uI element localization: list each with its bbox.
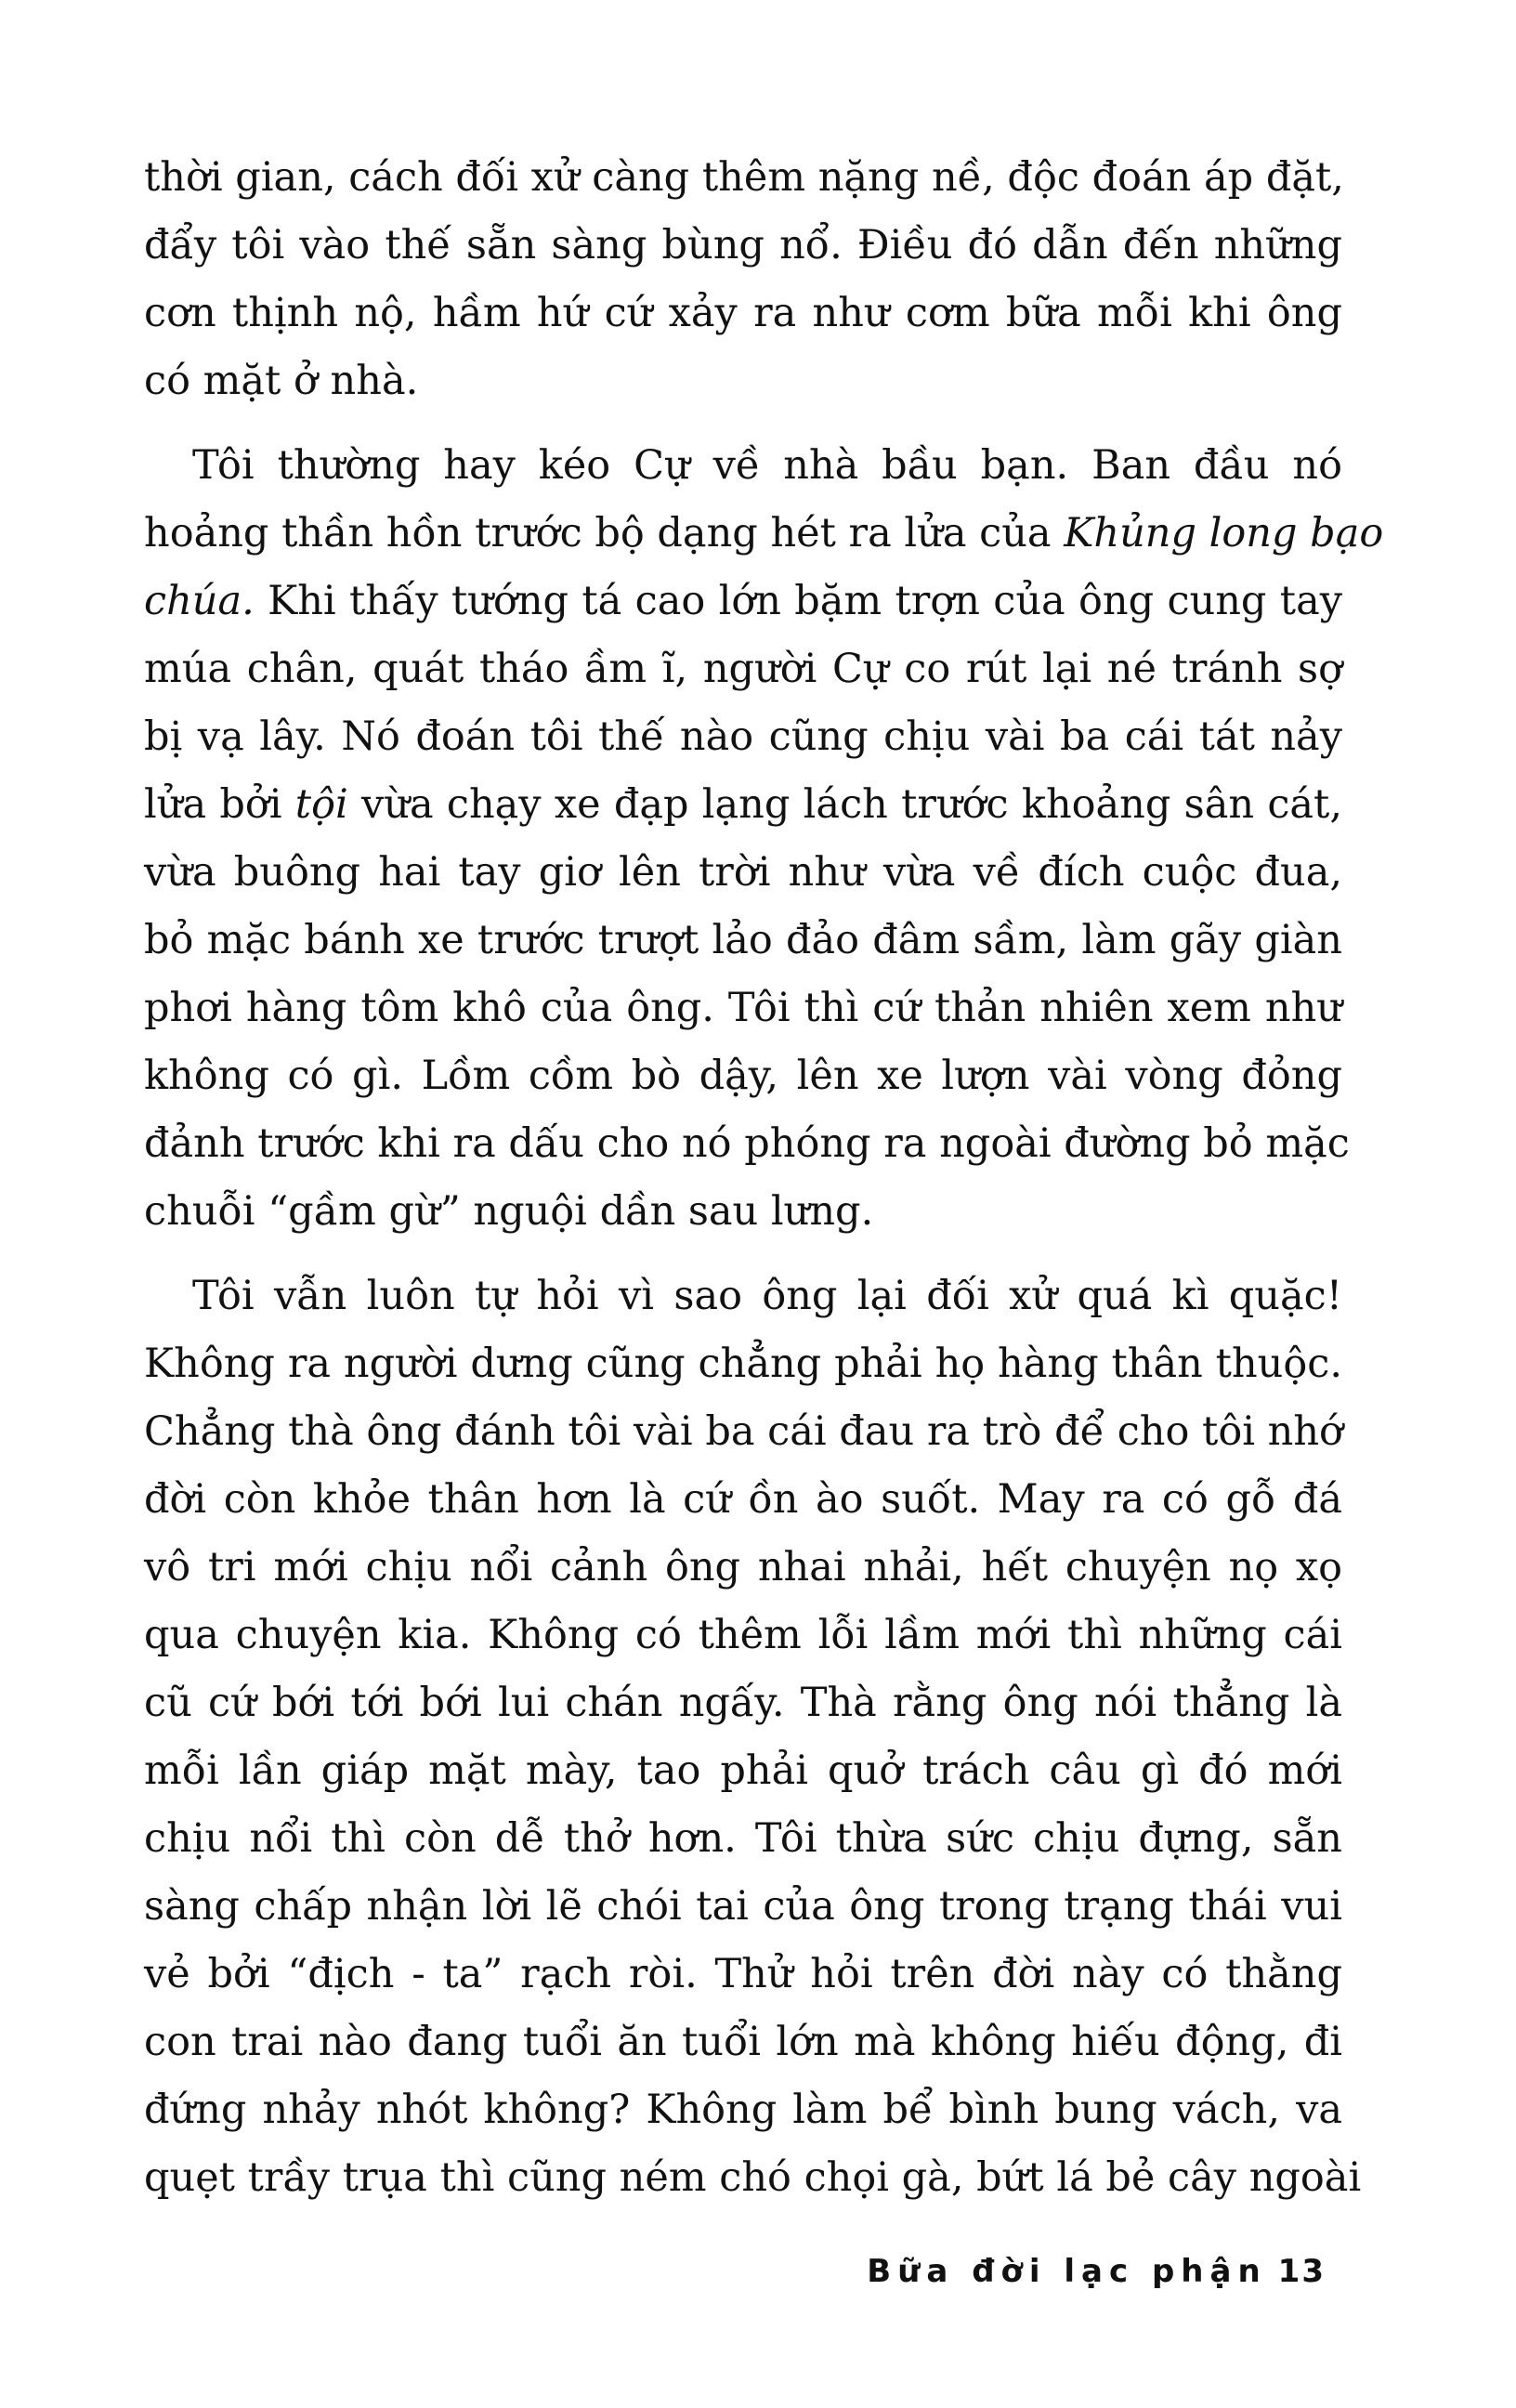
- page-footer: [867, 2253, 1326, 2290]
- body-text: [144, 144, 1384, 2212]
- page-number: 13: [1277, 2253, 1326, 2290]
- text-line: qua chuyện kia. Không có thêm lỗi lầm mới thì những cái: [144, 1612, 1342, 1658]
- text-line: mỗi lần giáp mặt mày, tao phải quở trách câu gì đó mới: [144, 1747, 1342, 1794]
- text-line: [144, 500, 1384, 568]
- text-line: Chẳng thà ông đánh tôi vài ba cái đau ra trò để cho tôi nhớ: [144, 1408, 1343, 1455]
- text-run: lửa bởi: [144, 781, 295, 828]
- text-line: con trai nào đang tuổi ăn tuổi lớn mà không hiếu động, đi: [144, 2019, 1342, 2065]
- text-line: vô tri mới chịu nổi cảnh ông nhai nhải, hết chuyện nọ xọ: [144, 1544, 1342, 1590]
- italic-word: tội: [294, 781, 348, 828]
- text-line: quẹt trầy trụa thì cũng ném chó chọi gà, bứt lá bẻ cây ngoài: [144, 2154, 1362, 2201]
- text-line: Tôi thường hay kéo Cự về nhà bầu bạn. Ban đầu nó: [192, 442, 1342, 489]
- text-line: thời gian, cách đối xử càng thêm nặng nề, độc đoán áp đặt,: [144, 154, 1344, 201]
- text-line: [144, 771, 1342, 839]
- text-run: vừa chạy xe đạp lạng lách trước khoảng sân cát,: [347, 781, 1342, 828]
- text-run: hoảng thần hồn trước bộ dạng hét ra lửa của: [144, 510, 1065, 556]
- text-line: bị vạ lây. Nó đoán tôi thế nào cũng chịu vài ba cái tát nảy: [144, 713, 1342, 760]
- text-line: phơi hàng tôm khô của ông. Tôi thì cứ thản nhiên xem như: [144, 985, 1342, 1031]
- text-line: không có gì. Lồm cồm bò dậy, lên xe lượn vài vòng đỏng: [144, 1053, 1342, 1099]
- text-line: [144, 568, 1342, 635]
- text-line: đảnh trước khi ra dấu cho nó phóng ra ngoài đường bỏ mặc: [144, 1120, 1350, 1167]
- text-line: bỏ mặc bánh xe trước trượt lảo đảo đâm sầm, làm gãy giàn: [144, 917, 1342, 963]
- paragraph-1: [144, 144, 1342, 415]
- text-line: cơn thịnh nộ, hầm hứ cứ xảy ra như cơm bữa mỗi khi ông: [144, 290, 1342, 336]
- text-line: đứng nhảy nhót không? Không làm bể bình bung vách, va: [144, 2087, 1342, 2133]
- text-line: Tôi vẫn luôn tự hỏi vì sao ông lại đối xử quá kì quặc!: [192, 1273, 1342, 1319]
- text-line: chuỗi “gầm gừ” nguội dần sau lưng.: [144, 1188, 874, 1235]
- italic-title: Khủng long bạo: [1064, 510, 1384, 556]
- text-line: cũ cứ bới tới bới lui chán ngấy. Thà rằng ông nói thẳng là: [144, 1680, 1342, 1726]
- text-line: vẻ bởi “địch - ta” rạch ròi. Thử hỏi trên đời này có thằng: [144, 1951, 1342, 1997]
- text-line: vừa buông hai tay giơ lên trời như vừa về đích cuộc đua,: [144, 849, 1342, 896]
- text-line: chịu nổi thì còn dễ thở hơn. Tôi thừa sức chịu đựng, sẵn: [144, 1815, 1342, 1862]
- text-line: Không ra người dưng cũng chẳng phải họ hàng thân thuộc.: [144, 1341, 1342, 1387]
- text-line: sàng chấp nhận lời lẽ chói tai của ông trong trạng thái vui: [144, 1883, 1342, 1930]
- text-line: đời còn khỏe thân hơn là cứ ồn ào suốt. May ra có gỗ đá: [144, 1476, 1342, 1523]
- text-run: Khi thấy tướng tá cao lớn bặm trợn của ông cung tay: [254, 578, 1342, 624]
- paragraph-2: [144, 432, 1384, 1246]
- text-line: đẩy tôi vào thế sẵn sàng bùng nổ. Điều đó dẫn đến những: [144, 222, 1342, 268]
- text-line: múa chân, quát tháo ầm ĩ, người Cự co rút lại né tránh sợ: [144, 646, 1342, 692]
- text-line: có mặt ở nhà.: [144, 358, 419, 404]
- paragraph-3: [144, 1263, 1362, 2212]
- running-title: Bữa đời lạc phận: [867, 2253, 1267, 2290]
- italic-title: chúa.: [144, 578, 255, 624]
